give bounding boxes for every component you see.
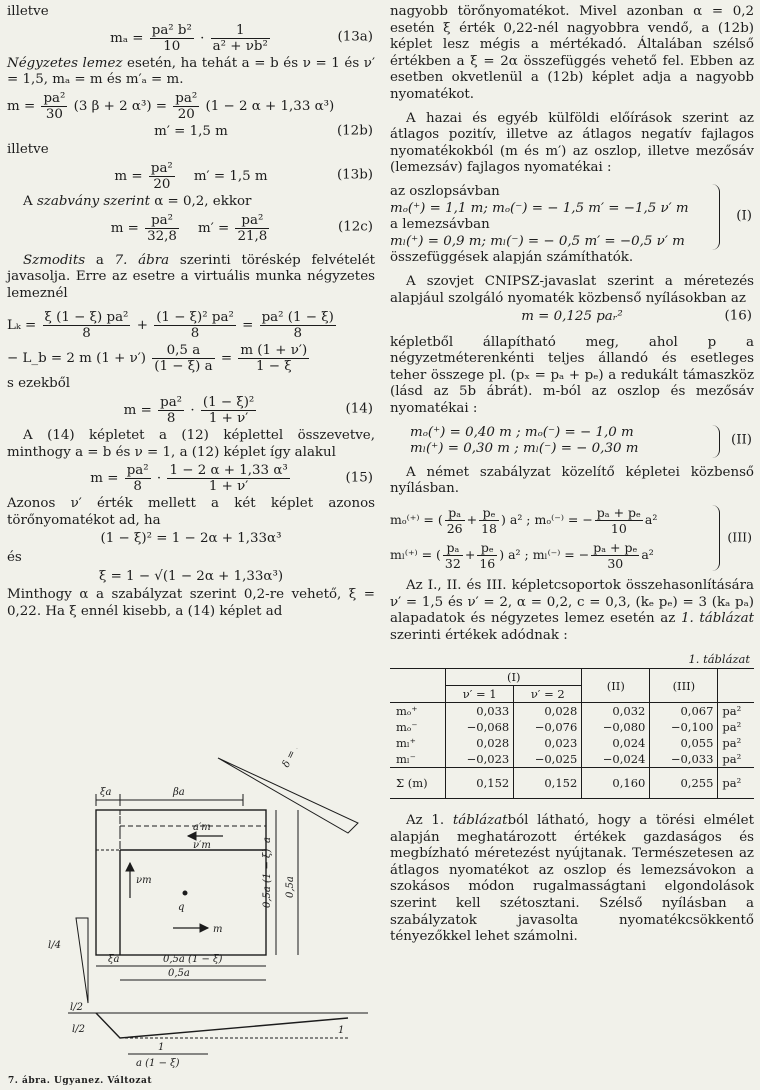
paragraph-square-plate: Négyzetes lemez esetén, ha tehát a = b és ν = 1 és ν′ = 1,5, mₐ = m és m′ₐ = m. <box>7 55 375 88</box>
paragraph-standard: A szabvány szerint α = 0,2, ekkor <box>23 193 252 209</box>
paragraph-szmodits: Szmodits a 7. ábra szerinti töréskép felvételét javasolja. Erre az esetre a virtuális munka négyzetes lemeznél <box>7 252 376 301</box>
formula-group-II: mₒ(⁺) = 0,40 m ; mₒ(⁻) = − 1,0 m mₗ(⁺) = 0,30 m ; mₗ(⁻) = − 0,30 m (II) <box>410 424 752 457</box>
equation-Lb: − L_b = 2 m (1 + ν′) $\frac{0,5 a}{(1 - \xi) a}$ = $\frac{m (1 + \nu')}{1 - \xi}$ <box>7 343 308 375</box>
paragraph-german: A német szabályzat közelítő képletei közbenső nyílásban. <box>390 464 754 497</box>
label-a-v: a <box>262 837 273 843</box>
paragraph-since: Minthogy α a szabályzat szerint 0,2-re vehető, ξ = 0,22. Ha ξ ennél kisebb, a (14) képlet ad <box>7 587 375 619</box>
label-l2: l/2 <box>70 1002 83 1013</box>
equation-xi-1: (1 − ξ)² = 1 − 2α + 1,33α³ <box>100 531 282 547</box>
equation-13b: m = $\frac{\text{pa²}}{20}$ m′ = 1,5 m (13b) <box>114 160 373 192</box>
equation-12c: m = $\frac{\text{pa²}}{32,8}$ m′ = $\frac{\text{pa²}}{21,8}$ (12c) <box>110 212 373 244</box>
left-column <box>7 4 375 620</box>
equation-12b-line2: m′ = 1,5 m (12b) <box>154 123 373 139</box>
equation-15: m = $\frac{\text{pa²}}{8}$ · $\frac{\text{1 − 2 α + 1,33 α³}}{1 + \nu'}$ (15) <box>90 463 373 495</box>
label-nu-prime-m: ν′m <box>193 840 211 851</box>
label-q: q <box>178 902 185 913</box>
equation-xi-2: ξ = 1 − √(1 − 2α + 1,33α³) <box>98 568 284 584</box>
label-delta: δ = 1/2 <box>280 748 307 770</box>
equation-16: m = 0,125 paᵣ² (16) <box>521 309 752 325</box>
equation-number: (13a) <box>337 29 373 45</box>
label-half-a-xi-bottom: 0,5a (1 − ξ) <box>163 954 223 965</box>
label-half-a-bottom: 0,5a <box>168 968 190 979</box>
label-one-bottom: 1 <box>158 1042 165 1053</box>
figure-7-drawing <box>8 748 380 1078</box>
formula-group-I: az oszlopsávban mₒ(⁺) = 1,1 m; mₒ(⁻) = − 1,5 m′ = −1,5 ν′ m a lemezsávban mₗ(⁺) = 0,9 m; mₗ(⁻) = − 0,5 m′ = −0,5 ν′ m (I) <box>390 183 752 249</box>
text-relations: összefüggések alapján számíthatók. <box>390 250 634 266</box>
equation-13a: mₐ = $\frac{\text{pa² b²}}{10}$ · $\frac{1}{\text{a² + νb²}}$ (13a) <box>110 22 373 54</box>
label-one: 1 <box>338 1025 345 1036</box>
paragraph-comparison: Az I., II. és III. képletcsoportok összehasonlítására ν′ = 1,5 és ν′ = 2, α = 0,2, c = 0,3, (kₑ pₑ) = 3 (kₐ pₐ) alapadatok és négyzetes lemez esetén az 1. táblázat szerinti értékek adódnak : <box>390 578 755 643</box>
equation-Lk: Lₖ = $\frac{\text{ξ (1 − ξ) pa²}}{8}$ + $\frac{\text{(1 − ξ)² pa²}}{8}$ = $\frac{\text{pa² (1 − ξ)}}{8}$ <box>7 310 334 342</box>
paragraph-conclusion: Az 1. táblázatból látható, hogy a törési elmélet alapján meghatározott értékek gazdaságos és megbízható méretezést nyújtanak. Természetesen az átlagos nyomatékot az oszlop és lemezsávokon a szokásos módon rugalmasságtani elgondolások szerint kell szétosztani. Szélső nyílásban a szabályzatok javasolta nyomatékcsökkentő tényezőkkel lehet számolni. <box>390 813 754 945</box>
label-l4: l/4 <box>48 940 61 951</box>
paragraph-compare: A (14) képletet a (12) képlettel összevetve, minthogy a = b és ν = 1, a (12) képlet így alakul <box>7 427 375 460</box>
figure-7 <box>8 748 380 1078</box>
label-half-a-xi-v: 0,5a (1 − ξ) <box>262 848 273 908</box>
formula-group-III: mₒ⁽⁺⁾ = ( $\frac{\text{pₐ}}{26}$ + $\frac{\text{pₑ}}{18}$ ) a² ; mₒ⁽⁻⁾ = − $\frac{\text{pₐ + pₑ}}{10}$ a² mₗ⁽⁺⁾ = ( $\frac{\text{pₐ}}{32}$ + $\frac{\text{pₑ}}{16}$ ) a² ; mₗ⁽⁻⁾ = − $\frac{\text{pₐ + pₑ}}{30}$ a² (III) <box>390 505 752 572</box>
text-illetve-2: illetve <box>7 142 49 158</box>
label-half-a-v: 0,5a <box>285 876 296 898</box>
label-beta-a: βa <box>173 787 185 798</box>
label-a-1-xi: a (1 − ξ) <box>136 1058 180 1069</box>
label-l2-bottom: l/2 <box>72 1024 85 1035</box>
text-es: és <box>7 549 22 565</box>
equation-14: m = $\frac{\text{pa²}}{8}$ · $\frac{\text{(1 − ξ)²}}{1 + \nu'}$ (14) <box>123 394 373 426</box>
label-a-prime-m: a′m <box>193 822 211 833</box>
table-row: mₒ⁺ 0,033 0,028 0,032 0,067 pa² <box>390 703 754 720</box>
label-xi-a-bottom: ξa <box>108 954 120 965</box>
label-nu-m: νm <box>136 875 152 886</box>
table-caption: 1. táblázat <box>688 652 750 667</box>
paragraph-soviet: A szovjet CNIPSZ-javaslat szerint a méretezés alapjául szolgáló nyomaték közbenső nyílásokban az <box>390 273 754 306</box>
paragraph-regulations: A hazai és egyéb külföldi előírások szerint az átlagos pozitív, illetve az átlagos negatív fajlagos nyomatékokból (m és m′) az oszlop, illetve mezősáv (lemezsáv) fajlagos nyomatékai : <box>390 110 754 176</box>
table-1: (I) (II) (III) ν′ = 1 ν′ = 2 mₒ⁺ 0,033 0,028 0,032 0,067 pa² mₒ⁻ −0,068 −0,076 −0,080 −0,100 pa² mₗ⁺ 0,028 0,023 0,024 0,055 pa² mₗ⁻ −0,023 −0,025 −0,024 −0,033 pa² Σ (m) 0,152 0,152 0,160 0,255 pa² <box>390 668 754 799</box>
figure-caption: 7. ábra. Ugyanez. Változat <box>8 1076 153 1086</box>
table-row: mₒ⁻ −0,068 −0,076 −0,080 −0,100 pa² <box>390 719 754 735</box>
equation-12b-line1: m = $\frac{\text{pa²}}{30}$ (3 β + 2 α³) = $\frac{\text{pa²}}{20}$ (1 − 2 α + 1,33 α³) <box>7 90 335 122</box>
text-illetve-1: illetve <box>7 4 49 19</box>
table-row: mₗ⁺ 0,028 0,023 0,024 0,055 pa² <box>390 735 754 751</box>
paragraph-continued: nagyobb törőnyomatékot. Mivel azonban α = 0,2 esetén ξ érték 0,22-nél nagyobbra vendő, a (12b) képlet lesz mégis a mértékadó. Általában szélső értékben a ξ = 2α összefüggés vehető fel. Ebben az esetben okvetlenül a (12b) képlet adja a nagyobb nyomatékot. <box>390 4 754 102</box>
right-column <box>390 4 754 946</box>
table-row: mₗ⁻ −0,023 −0,025 −0,024 −0,033 pa² <box>390 751 754 768</box>
paragraph-same-value: Azonos ν′ érték mellett a két képlet azonos törőnyomatékot ad, ha <box>7 496 375 528</box>
label-m: m <box>213 924 223 935</box>
label-xi-a: ξa <box>100 787 112 798</box>
paragraph-formula-16: képletből állapítható meg, ahol p a négyzetméterenkénti teljes állandó és esetleges teher összege pl. (pₓ = pₐ + pₑ) a redukált támaszköz (lásd az 5b ábrát). m-ból az oszlop és mezősáv nyomatékai : <box>390 334 754 417</box>
table-row-sum: Σ (m) 0,152 0,152 0,160 0,255 pa² <box>390 768 754 799</box>
text-s-ezekbol: s ezekből <box>7 376 71 392</box>
